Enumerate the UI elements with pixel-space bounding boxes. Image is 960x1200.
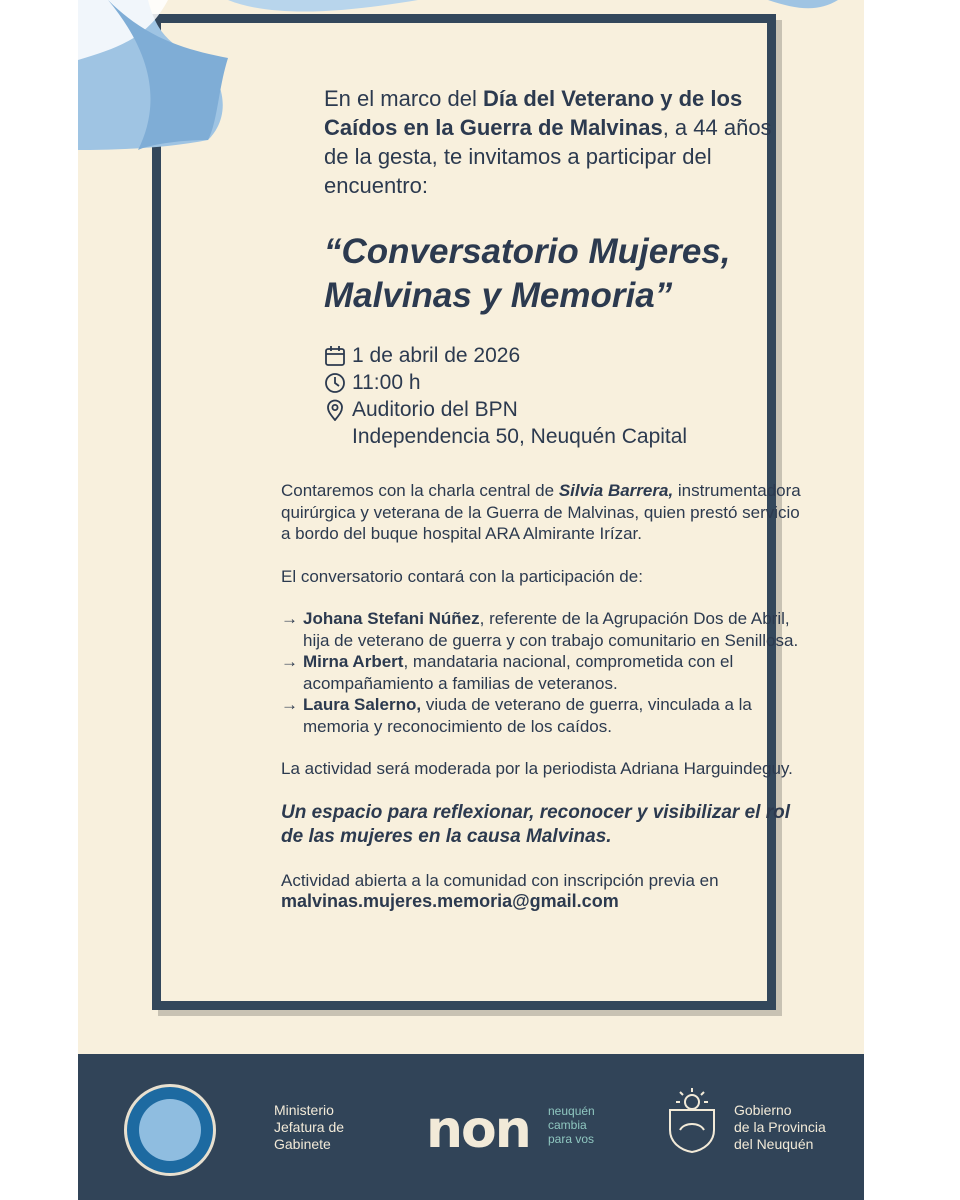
participant-desc: , mandataria nacional, comprometida con el acompañamiento a familias de veteranos. (303, 652, 734, 693)
event-date: 1 de abril de 2026 (352, 344, 521, 367)
malvinas-map-icon (139, 1099, 201, 1161)
arrow-icon: → (281, 609, 298, 628)
intro-suffix: , a 44 años de la gesta, te invitamos a participar del encuentro: (324, 115, 772, 198)
registration-text: Actividad abierta a la comunidad con inscripción previa en (281, 870, 719, 890)
event-title: “Conversatorio Mujeres, Malvinas y Memoria” (324, 232, 731, 315)
veterans-seal-logo (124, 1084, 216, 1176)
footer (78, 1054, 864, 1200)
non-logo: non (426, 1100, 530, 1160)
date-row (324, 342, 687, 369)
sun-emblem-icon (664, 1086, 720, 1154)
registration-email[interactable]: malvinas.mujeres.memoria@gmail.com (281, 891, 619, 911)
participant-name: Laura Salerno, (303, 695, 422, 714)
event-description (281, 480, 801, 913)
intro-text (324, 84, 794, 200)
event-place: Auditorio del BPN (352, 398, 518, 421)
participant-desc: , referente de la Agrupación Dos de Abril, hija de veterano de guerra y con trabajo comunitario en Senillosa. (303, 609, 799, 650)
speaker-suffix: instrumentadora quirúrgica y veterana de la Guerra de Malvinas, quien prestó servicio a bordo del buque hospital ARA Almirante Irízar. (281, 481, 801, 543)
highlight-text: Un espacio para reflexionar, reconocer y visibilizar el rol de las mujeres en la causa Malvinas. (281, 801, 790, 847)
government-label: Gobierno de la Provincia del Neuquén (734, 1102, 826, 1152)
slogan: neuquén cambia para vos (548, 1104, 595, 1146)
participant-item (281, 608, 801, 651)
participant-desc: viuda de veterano de guerra, vinculada a la memoria y reconocimiento de los caídos. (303, 695, 752, 736)
participant-name: Johana Stefani Núñez (303, 609, 480, 628)
address-row (324, 423, 687, 450)
clock-icon (324, 372, 346, 394)
event-address: Independencia 50, Neuquén Capital (352, 425, 688, 448)
speaker-paragraph (281, 480, 801, 545)
event-time: 11:00 h (352, 371, 421, 394)
time-row (324, 369, 687, 396)
place-row (324, 396, 687, 423)
intro-prefix: En el marco del (324, 86, 483, 111)
intro-bold: Día del Veterano y de los Caídos en la Guerra de Malvinas (324, 86, 743, 140)
participants-intro: El conversatorio contará con la participación de: (281, 566, 643, 586)
location-pin-icon (324, 399, 346, 421)
speaker-prefix: Contaremos con la charla central de (281, 481, 559, 500)
arrow-icon: → (281, 652, 298, 671)
calendar-icon (324, 345, 346, 367)
event-details (324, 342, 687, 450)
speaker-name: Silvia Barrera, (558, 481, 674, 500)
ministry-label: Ministerio Jefatura de Gabinete (274, 1102, 345, 1152)
participant-name: Mirna Arbert (303, 652, 404, 671)
poster (78, 0, 864, 1200)
participant-item (281, 694, 801, 737)
moderator-text: La actividad será moderada por la periodista Adriana Harguindeguy. (281, 759, 793, 778)
participant-item (281, 651, 801, 694)
arrow-icon: → (281, 695, 298, 714)
